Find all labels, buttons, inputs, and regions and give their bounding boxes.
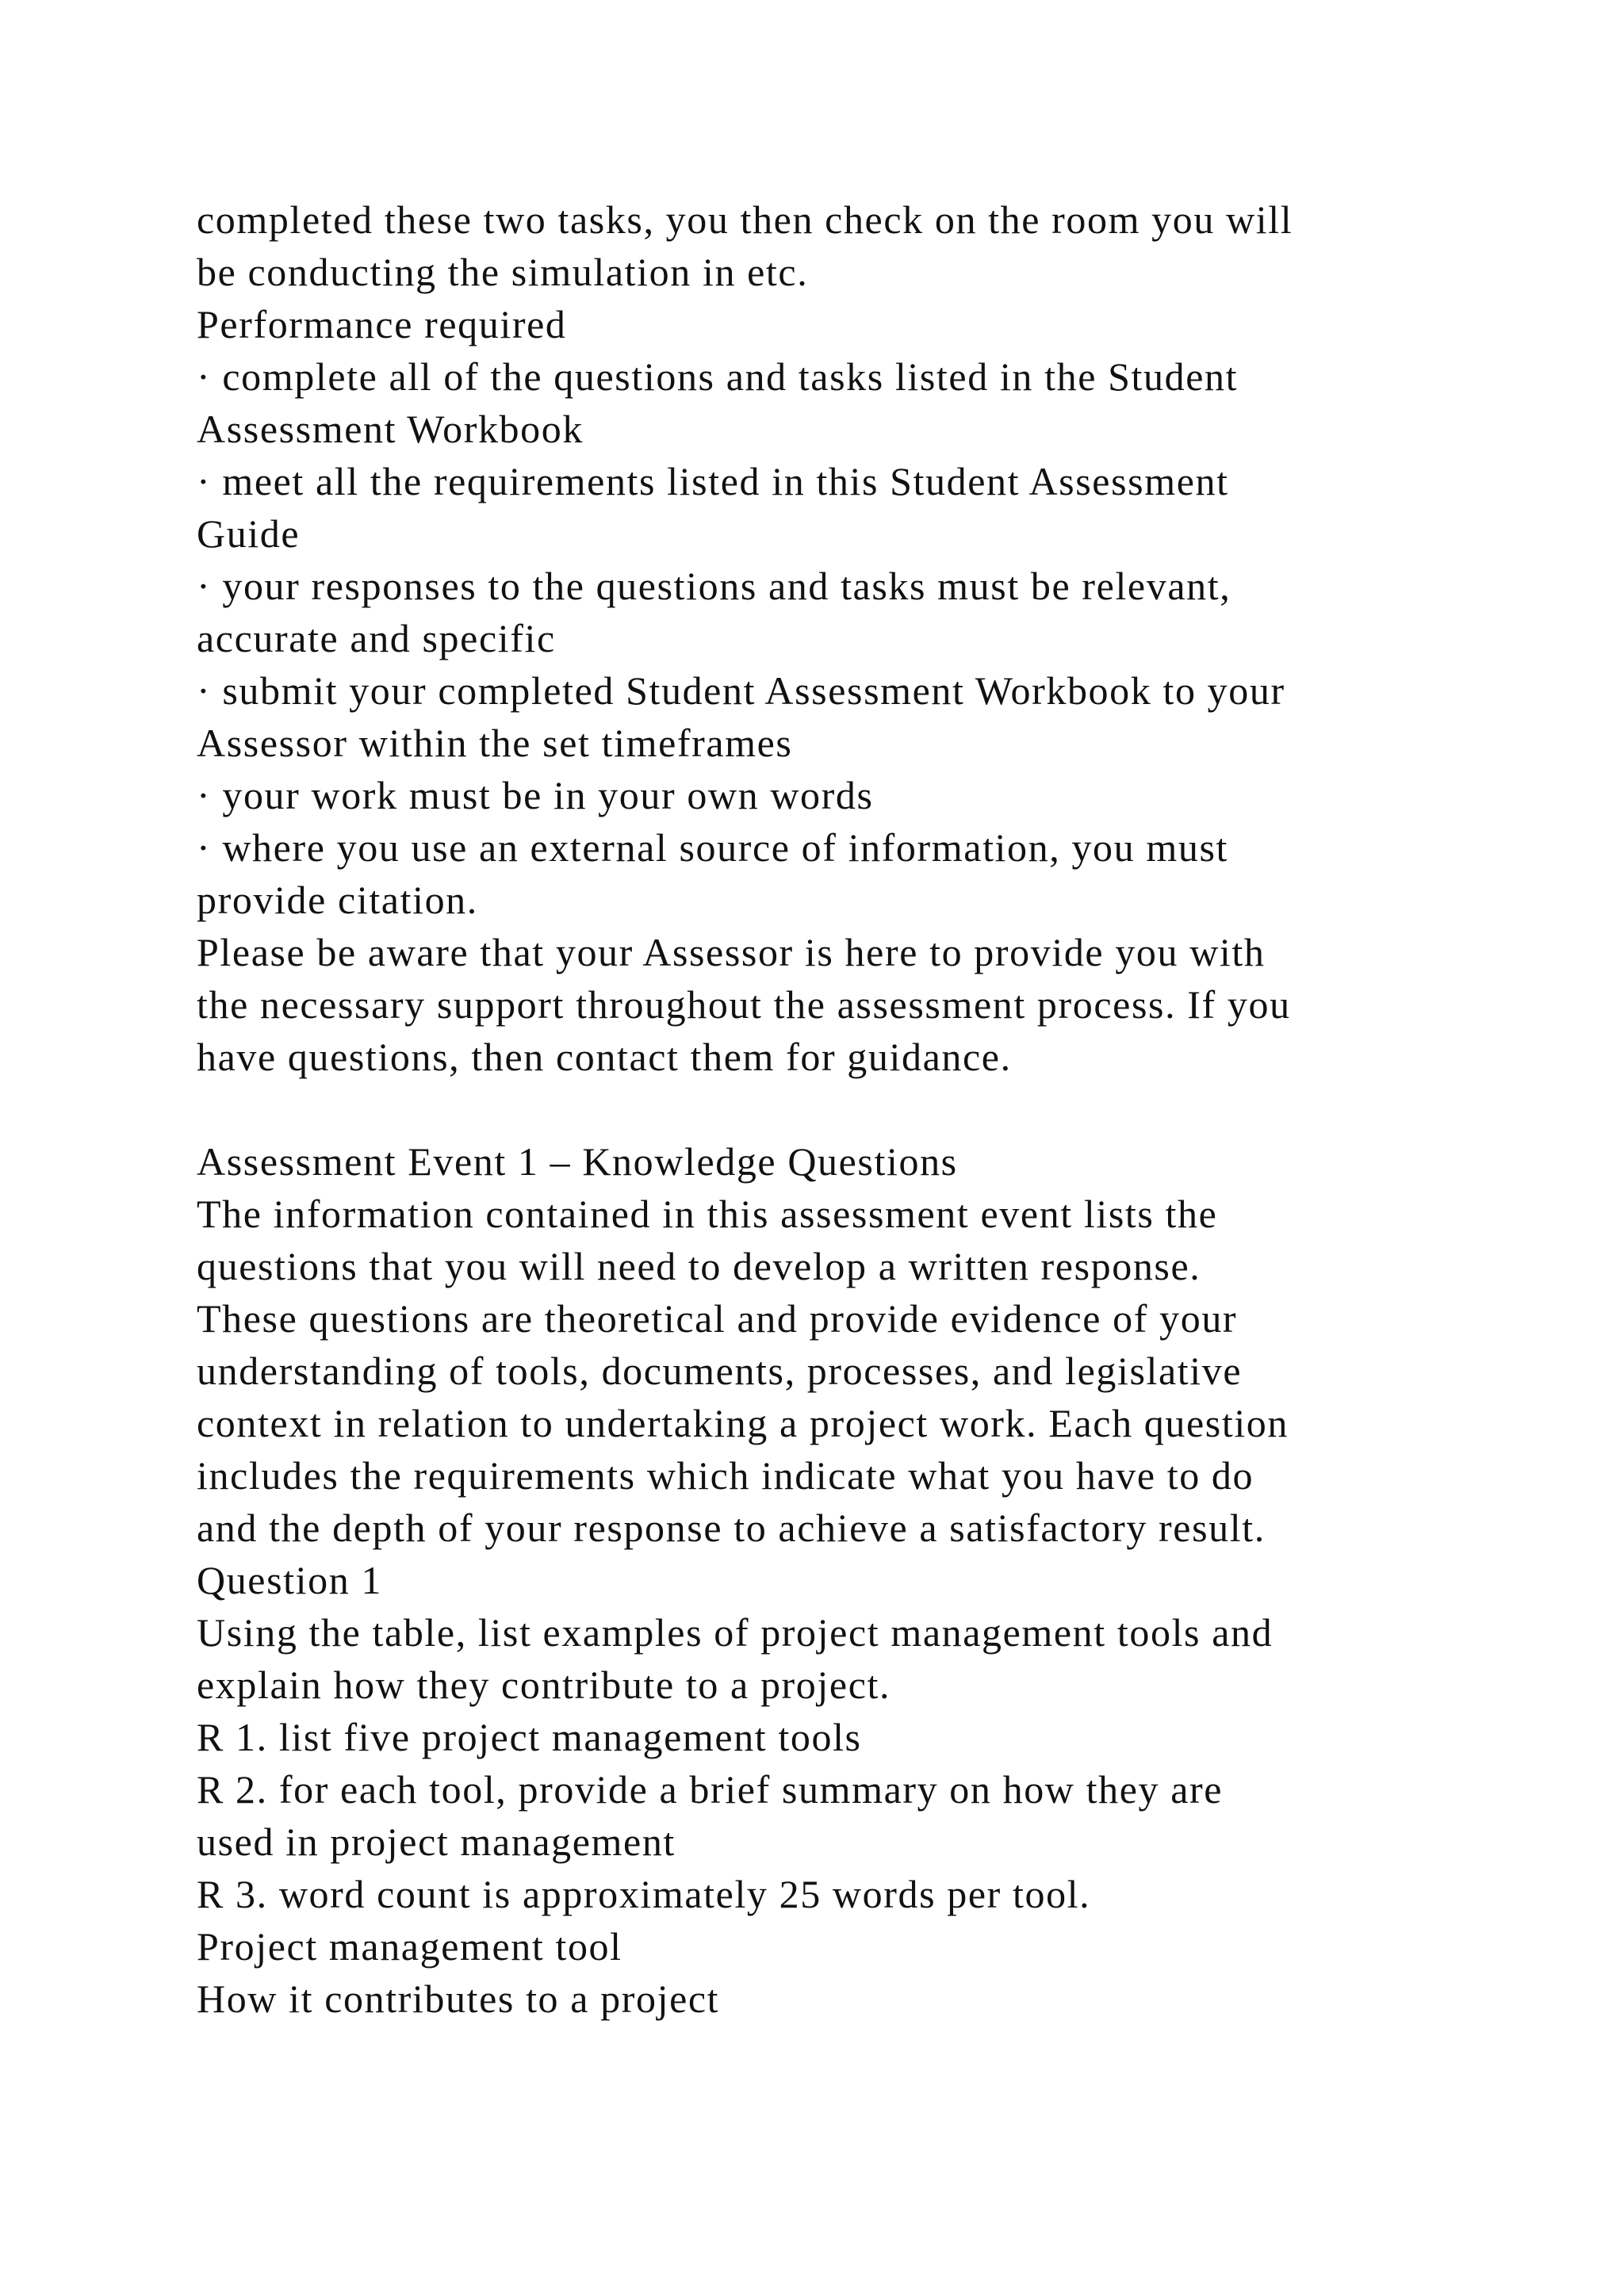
document-body: [197, 193, 1497, 2025]
bullet-item-continuation: accurate and specific: [197, 616, 556, 660]
text-line: be conducting the simulation in etc.: [197, 250, 809, 294]
table-header-tool: Project management tool: [197, 1924, 622, 1969]
bullet-item: · submit your completed Student Assessment Workbook to your: [197, 668, 1285, 713]
text-line: the necessary support throughout the assessment process. If you: [197, 982, 1291, 1027]
text-line: These questions are theoretical and provide evidence of your: [197, 1296, 1238, 1341]
bullet-item: · complete all of the questions and tasks listed in the Student: [197, 354, 1239, 399]
text-line: questions that you will need to develop a written response.: [197, 1244, 1201, 1288]
bullet-item-continuation: Assessment Workbook: [197, 407, 584, 451]
bullet-item: · where you use an external source of information, you must: [197, 825, 1228, 870]
text-line: explain how they contribute to a project.: [197, 1663, 891, 1707]
question-heading: Question 1: [197, 1558, 383, 1602]
text-line: includes the requirements which indicate what you have to do: [197, 1453, 1254, 1498]
bullet-item-continuation: provide citation.: [197, 878, 478, 922]
bullet-item-continuation: Assessor within the set timeframes: [197, 721, 793, 765]
bullet-item-continuation: Guide: [197, 511, 301, 556]
requirement-item: R 1. list five project management tools: [197, 1715, 862, 1759]
section-heading-performance: Performance required: [197, 302, 567, 346]
requirement-item-continuation: used in project management: [197, 1820, 676, 1864]
table-header-contribution: How it contributes to a project: [197, 1976, 720, 2021]
requirement-item: R 3. word count is approximately 25 words per tool.: [197, 1872, 1091, 1916]
text-line: Please be aware that your Assessor is here to provide you with: [197, 930, 1266, 974]
text-line: understanding of tools, documents, processes, and legislative: [197, 1349, 1243, 1393]
text-line: completed these two tasks, you then check on the room you will: [197, 197, 1293, 242]
paragraph-spacer: [197, 1083, 1497, 1135]
text-line: have questions, then contact them for guidance.: [197, 1035, 1012, 1079]
intro-section: [197, 193, 1497, 1083]
bullet-item: · your responses to the questions and tasks must be relevant,: [197, 564, 1231, 608]
text-line: The information contained in this assessment event lists the: [197, 1192, 1218, 1236]
assessment-event-section: [197, 1135, 1497, 2025]
text-line: Using the table, list examples of project management tools and: [197, 1610, 1274, 1655]
requirement-item: R 2. for each tool, provide a brief summary on how they are: [197, 1767, 1224, 1812]
assessment-event-heading: Assessment Event 1 – Knowledge Questions: [197, 1139, 958, 1184]
bullet-item: · your work must be in your own words: [197, 773, 874, 817]
text-line: and the depth of your response to achieve a satisfactory result.: [197, 1506, 1266, 1550]
text-line: context in relation to undertaking a project work. Each question: [197, 1401, 1289, 1445]
bullet-item: · meet all the requirements listed in this Student Assessment: [197, 459, 1229, 503]
